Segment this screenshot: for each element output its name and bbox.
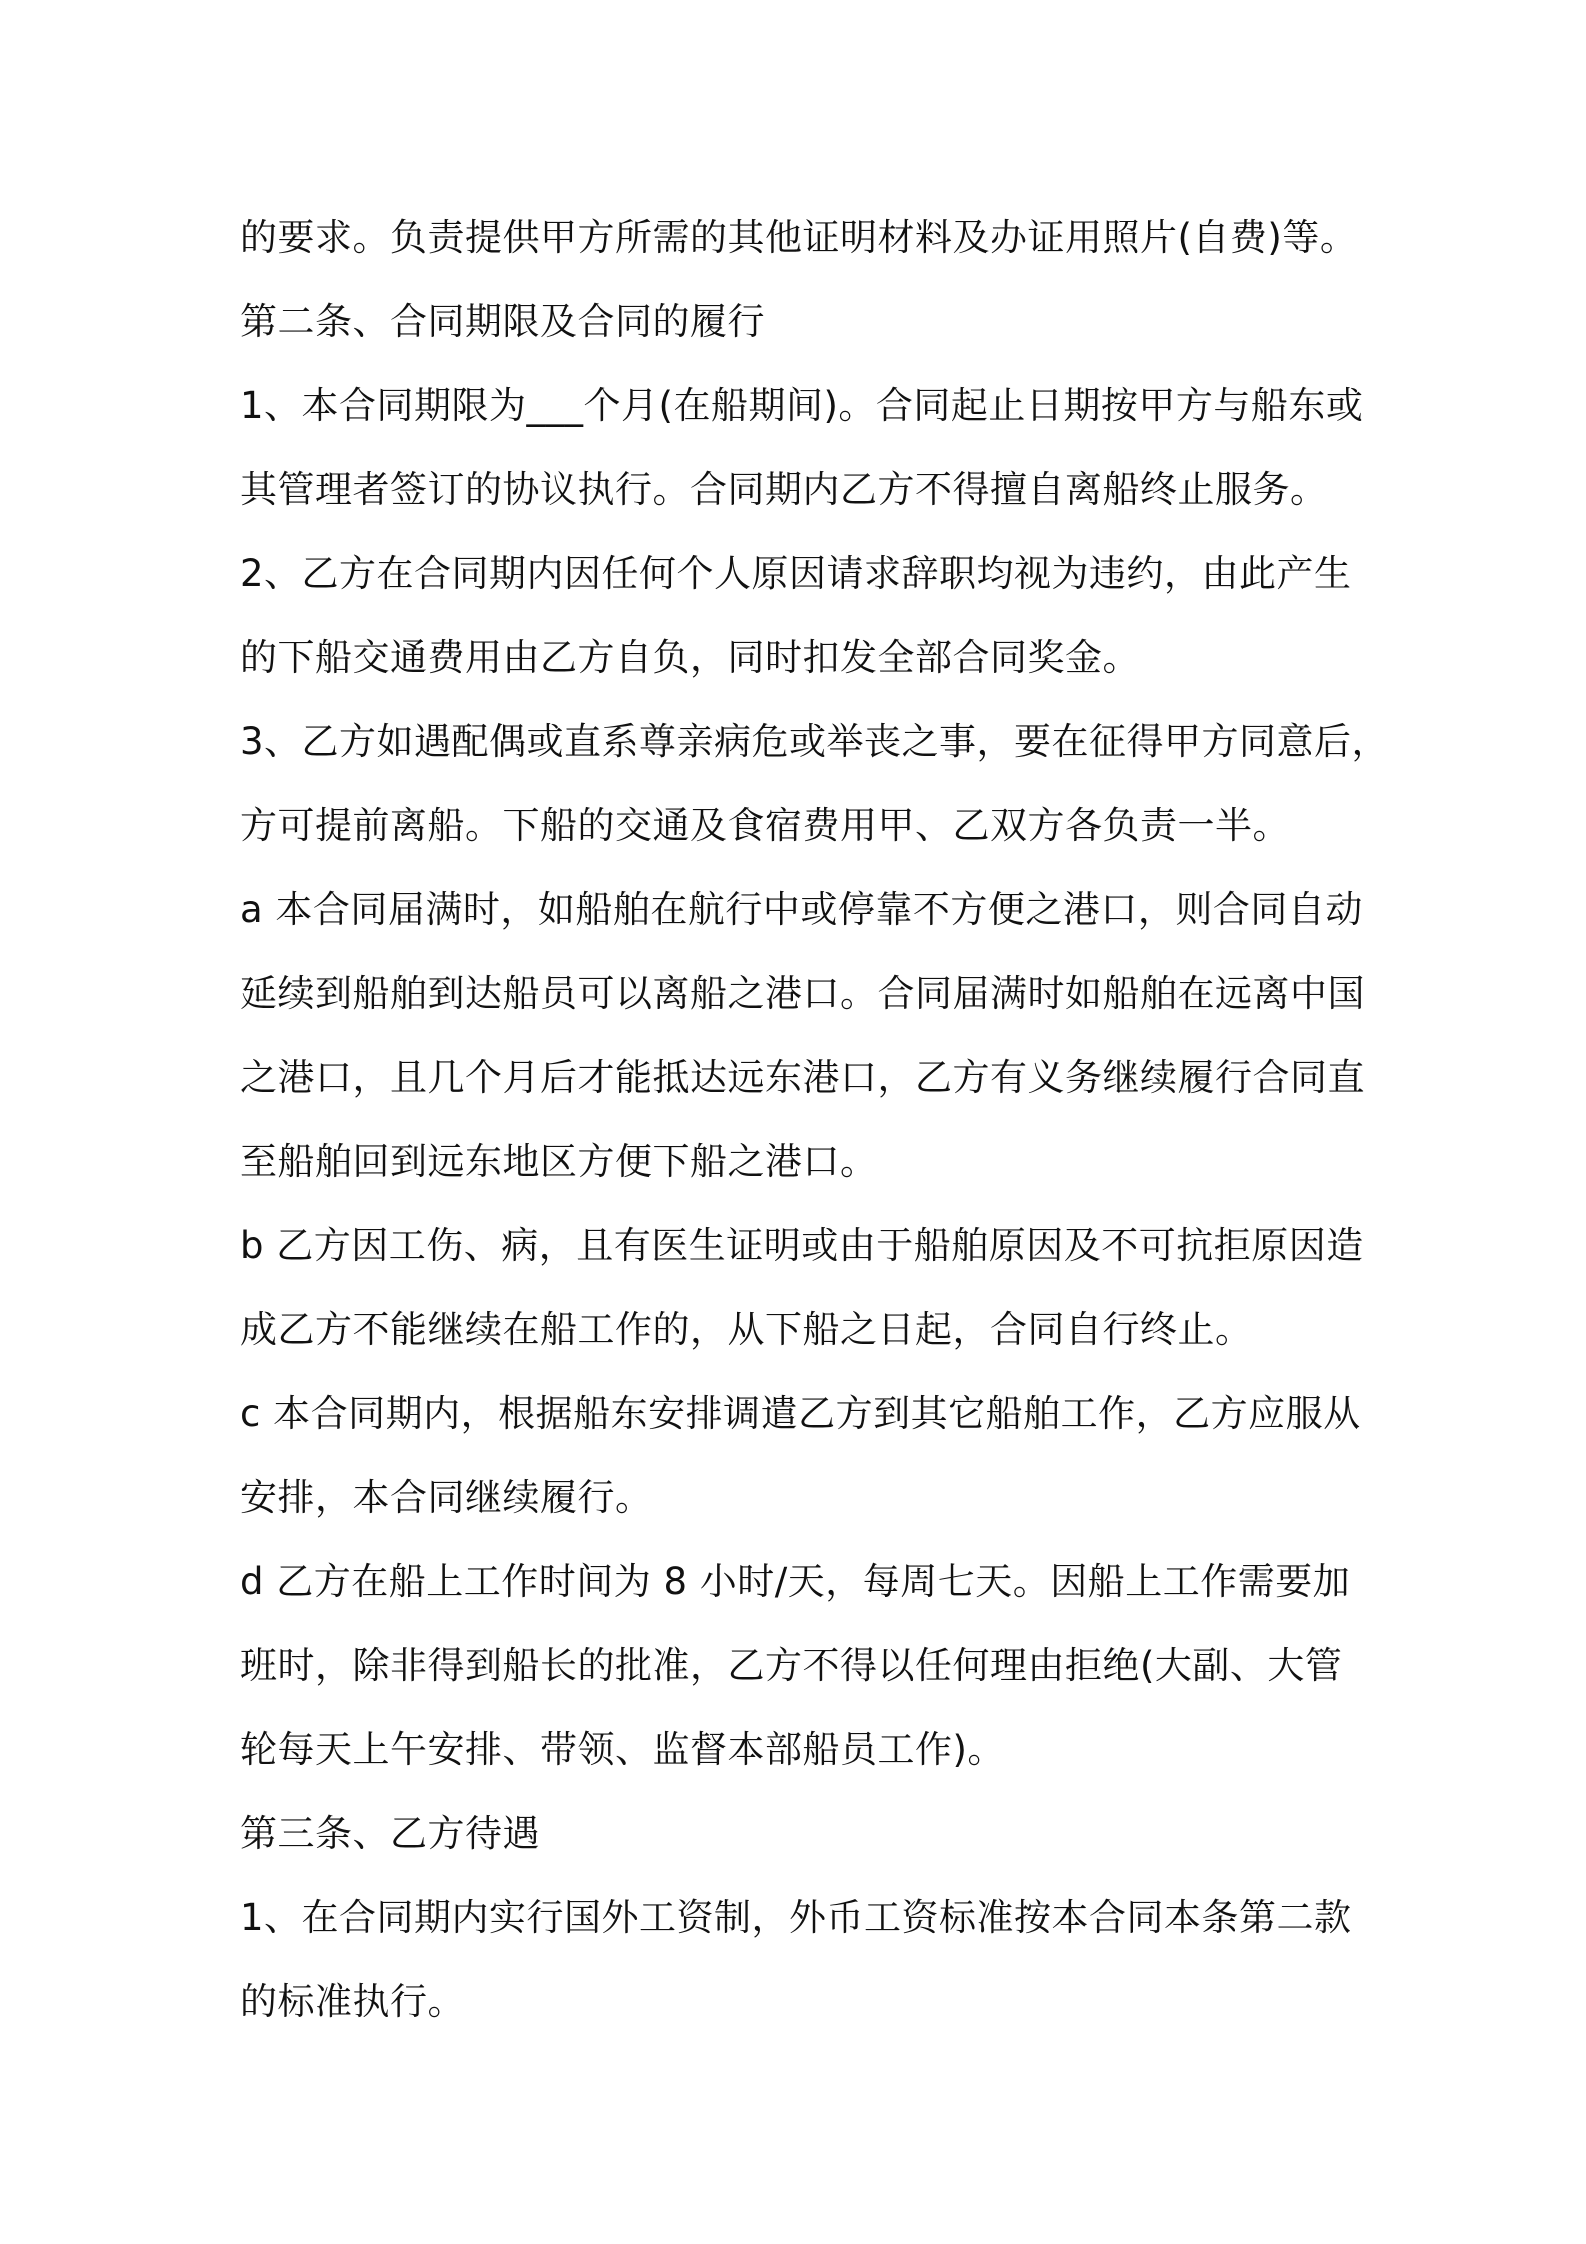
text-line: b 乙方因工伤、病，且有医生证明或由于船舶原因及不可抗拒原因造 xyxy=(240,1224,1364,1267)
text-line: 其管理者签订的协议执行。合同期内乙方不得擅自离船终止服务。 xyxy=(240,468,1328,511)
text-line: 班时，除非得到船长的批准，乙方不得以任何理由拒绝(大副、大管 xyxy=(240,1644,1343,1687)
section-heading: 第二条、合同期限及合同的履行 xyxy=(240,300,765,343)
text-line: 方可提前离船。下船的交通及食宿费用甲、乙双方各负责一半。 xyxy=(240,804,1290,847)
text-line: 1、在合同期内实行国外工资制，外币工资标准按本合同本条第二款 xyxy=(240,1896,1352,1939)
text-line: d 乙方在船上工作时间为 8 小时/天，每周七天。因船上工作需要加 xyxy=(240,1560,1351,1603)
text-line: 轮每天上午安排、带领、监督本部船员工作)。 xyxy=(240,1728,1005,1771)
section-heading: 第三条、乙方待遇 xyxy=(240,1812,540,1855)
text-line: 成乙方不能继续在船工作的，从下船之日起，合同自行终止。 xyxy=(240,1308,1253,1351)
text-line: 延续到船舶到达船员可以离船之港口。合同届满时如船舶在远离中国 xyxy=(240,972,1365,1015)
text-line: 的要求。负责提供甲方所需的其他证明材料及办证用照片(自费)等。 xyxy=(240,216,1358,259)
text-line: a 本合同届满时，如船舶在航行中或停靠不方便之港口，则合同自动 xyxy=(240,888,1363,931)
text-line: 2、乙方在合同期内因任何个人原因请求辞职均视为违约，由此产生 xyxy=(240,552,1352,595)
text-line: 之港口，且几个月后才能抵达远东港口，乙方有义务继续履行合同直 xyxy=(240,1056,1365,1099)
document-body xyxy=(240,196,1390,2044)
text-line: 3、乙方如遇配偶或直系尊亲病危或举丧之事，要在征得甲方同意后， xyxy=(240,720,1390,763)
text-line: 安排，本合同继续履行。 xyxy=(240,1476,653,1519)
text-line: 的下船交通费用由乙方自负，同时扣发全部合同奖金。 xyxy=(240,636,1140,679)
text-line: 的标准执行。 xyxy=(240,1980,465,2023)
text-line: 1、本合同期限为___个月(在船期间)。合同起止日期按甲方与船东或 xyxy=(240,384,1364,427)
text-line: c 本合同期内，根据船东安排调遣乙方到其它船舶工作，乙方应服从 xyxy=(240,1392,1361,1435)
text-line: 至船舶回到远东地区方便下船之港口。 xyxy=(240,1140,878,1183)
